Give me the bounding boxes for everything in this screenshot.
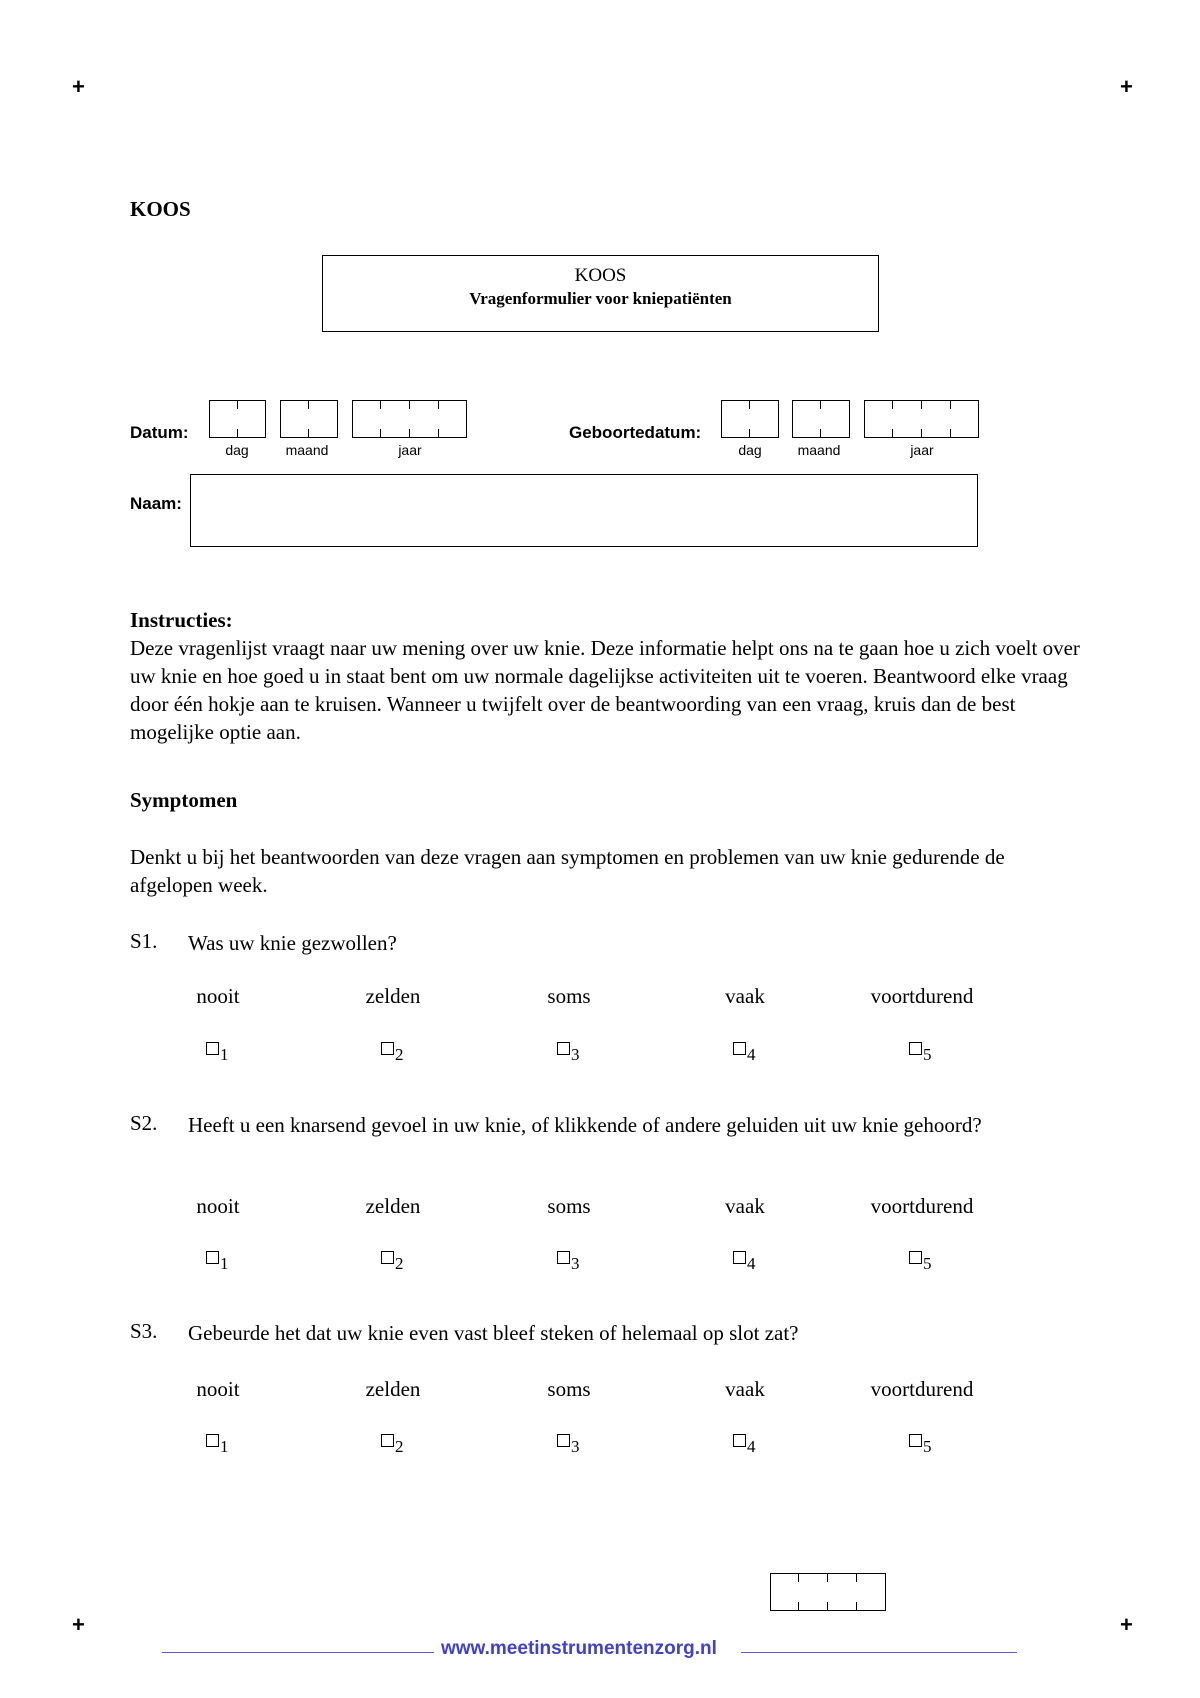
- header-box-subtitle: Vragenformulier voor kniepatiënten: [469, 289, 732, 308]
- date-label: Datum:: [130, 423, 189, 442]
- option-label-nooit: nooit: [196, 984, 240, 1008]
- checkbox-option-4[interactable]: 4: [733, 1245, 756, 1274]
- option-label-voortdurend: voortdurend: [870, 1377, 974, 1401]
- checkbox-option-5[interactable]: 5: [909, 1245, 932, 1274]
- checkbox-option-3[interactable]: 3: [557, 1036, 580, 1065]
- checkbox-option-4[interactable]: 4: [733, 1428, 756, 1457]
- question-text: Heeft u een knarsend gevoel in uw knie, of klikkende of andere geluiden uit uw knie gehoord?: [188, 1113, 982, 1137]
- name-input[interactable]: [190, 474, 978, 547]
- question-number: S1.: [130, 929, 158, 953]
- option-label-voortdurend: voortdurend: [870, 1194, 974, 1218]
- header-box: [322, 255, 879, 332]
- name-label: Naam:: [130, 494, 182, 513]
- date-month-input[interactable]: [280, 400, 338, 438]
- checkbox-option-3[interactable]: 3: [557, 1245, 580, 1274]
- birthdate-year-label: jaar: [910, 442, 934, 458]
- footer-line-right: [741, 1652, 1017, 1653]
- option-label-soms: soms: [547, 1194, 591, 1218]
- checkbox-option-1[interactable]: 1: [206, 1036, 229, 1065]
- option-label-zelden: zelden: [365, 984, 421, 1008]
- page-title: KOOS: [130, 197, 191, 221]
- checkbox-option-3[interactable]: 3: [557, 1428, 580, 1457]
- option-label-soms: soms: [547, 984, 591, 1008]
- birthdate-day-label: dag: [738, 442, 762, 458]
- option-label-voortdurend: voortdurend: [870, 984, 974, 1008]
- question-number: S3.: [130, 1319, 158, 1343]
- option-label-zelden: zelden: [365, 1377, 421, 1401]
- birthdate-month-input[interactable]: [792, 400, 850, 438]
- checkbox-option-1[interactable]: 1: [206, 1428, 229, 1457]
- question-number: S2.: [130, 1111, 158, 1135]
- symptoms-intro: Denkt u bij het beantwoorden van deze vragen aan symptomen en problemen van uw knie gedurende de afgelopen week.: [130, 845, 1005, 897]
- question-text: Gebeurde het dat uw knie even vast bleef steken of helemaal op slot zat?: [188, 1321, 799, 1345]
- date-day-input[interactable]: [209, 400, 266, 438]
- code-box[interactable]: [770, 1573, 886, 1611]
- option-label-nooit: nooit: [196, 1377, 240, 1401]
- option-label-vaak: vaak: [725, 984, 765, 1008]
- checkbox-option-2[interactable]: 2: [381, 1428, 404, 1457]
- checkbox-option-1[interactable]: 1: [206, 1245, 229, 1274]
- instructions-heading: Instructies:: [130, 608, 233, 632]
- instructions-text: Deze vragenlijst vraagt naar uw mening over uw knie. Deze informatie helpt ons na te gaan hoe u zich voelt over uw knie en hoe goed u in staat bent om uw normale dagelijkse activiteiten uit te voeren. Beantwoord elke vraag door één hokje aan te kruisen. Wanneer u twijfelt over de beantwoording van een vraag, kruis dan de best mogelijke optie aan.: [130, 636, 1080, 744]
- checkbox-option-4[interactable]: 4: [733, 1036, 756, 1065]
- crop-mark-top-right: +: [1120, 74, 1133, 99]
- footer-line-left: [162, 1652, 434, 1653]
- birthdate-year-input[interactable]: [864, 400, 979, 438]
- option-label-zelden: zelden: [365, 1194, 421, 1218]
- birthdate-label: Geboortedatum:: [569, 423, 702, 442]
- crop-mark-bottom-right: +: [1120, 1612, 1133, 1637]
- date-year-input[interactable]: [352, 400, 467, 438]
- option-label-vaak: vaak: [725, 1194, 765, 1218]
- option-label-soms: soms: [547, 1377, 591, 1401]
- date-day-label: dag: [225, 442, 249, 458]
- checkbox-option-2[interactable]: 2: [381, 1036, 404, 1065]
- checkbox-option-5[interactable]: 5: [909, 1036, 932, 1065]
- footer-url-link[interactable]: www.meetinstrumentenzorg.nl: [441, 1638, 717, 1659]
- question-text: Was uw knie gezwollen?: [188, 931, 397, 955]
- header-box-title: KOOS: [574, 265, 627, 286]
- option-label-vaak: vaak: [725, 1377, 765, 1401]
- symptoms-heading: Symptomen: [130, 788, 238, 812]
- option-label-nooit: nooit: [196, 1194, 240, 1218]
- birthdate-day-input[interactable]: [721, 400, 779, 438]
- checkbox-option-5[interactable]: 5: [909, 1428, 932, 1457]
- checkbox-option-2[interactable]: 2: [381, 1245, 404, 1274]
- date-year-label: jaar: [398, 442, 422, 458]
- birthdate-month-label: maand: [797, 442, 841, 458]
- crop-mark-top-left: +: [72, 74, 85, 99]
- crop-mark-bottom-left: +: [72, 1612, 85, 1637]
- date-month-label: maand: [285, 442, 329, 458]
